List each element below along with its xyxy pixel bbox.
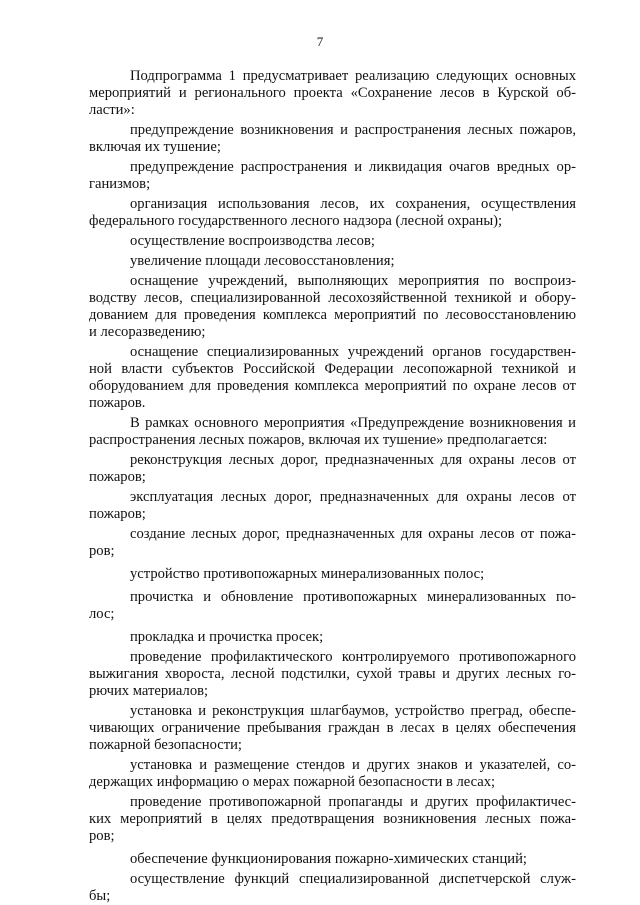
text-line: осуществление воспроизводства лесов; [130,233,375,249]
text-line: проведение профилактического контролируемого противопожарного [130,649,576,665]
text-line: и лесоразведению; [89,324,206,340]
text-line: чивающих ограничение пребывания граждан в лесах в целях обеспечения [89,720,576,736]
text-line: оснащение учреждений, выполняющих мероприятия по воспроиз- [130,273,576,289]
text-line: предупреждение возникновения и распространения лесных пожаров, [130,122,576,138]
text-line: установка и размещение стендов и других знаков и указателей, со- [130,757,576,773]
text-line: реконструкция лесных дорог, предназначенных для охраны лесов от [130,452,576,468]
paragraph [89,589,576,623]
text-line: В рамках основного мероприятия «Предупреждение возникновения и [130,415,576,431]
paragraph [89,794,576,845]
text-line: прокладка и прочистка просек; [130,629,324,645]
paragraph [89,452,576,486]
text-line: дованием для проведения комплекса мероприятий по лесовосстановлению [89,307,576,323]
text-line: пожаров. [89,395,146,411]
text-line: устройство противопожарных минерализованных полос; [130,566,485,582]
paragraph [89,629,576,646]
text-line: ганизмов; [89,176,151,192]
text-line: осуществление функций специализированной диспетчерской служ- [130,871,576,887]
text-line: предупреждение распространения и ликвидация очагов вредных ор- [130,159,576,175]
text-line: увеличение площади лесовосстановления; [130,253,395,269]
text-line: ласти»: [89,102,135,118]
text-line: выжигания хвороста, лесной подстилки, сухой травы и других лесных го- [89,666,576,682]
text-line: ких мероприятий в целях предотвращения возникновения лесных пожа- [89,811,576,827]
paragraph [89,649,576,700]
text-line: рючих материалов; [89,683,209,699]
paragraph [89,415,576,449]
text-line: создание лесных дорог, предназначенных для охраны лесов от пожа- [130,526,576,542]
paragraph [89,871,576,905]
text-line: мероприятий и регионального проекта «Сохранение лесов в Курской об- [89,85,576,101]
document-body [89,68,576,905]
text-line: пожаров; [89,506,146,522]
text-line: организация использования лесов, их сохранения, осуществления [130,196,576,212]
text-line: держащих информацию о мерах пожарной безопасности в лесах; [89,774,496,790]
paragraph [89,196,576,230]
text-line: эксплуатация лесных дорог, предназначенных для охраны лесов от [130,489,576,505]
page-number: 7 [316,34,324,49]
text-line: водству лесов, специализированной лесохозяйственной техникой и обору- [89,290,576,306]
text-line: ров; [89,543,115,559]
paragraph [89,122,576,156]
text-line: распространения лесных пожаров, включая их тушение» предполагается: [89,432,548,448]
paragraph [89,489,576,523]
paragraph [89,159,576,193]
paragraph [89,757,576,791]
text-line: Подпрограмма 1 предусматривает реализацию следующих основных [130,68,576,84]
text-line: оборудованием для проведения комплекса мероприятий по охране лесов от [89,378,576,394]
text-line: включая их тушение; [89,139,221,155]
text-line: пожарной безопасности; [89,737,242,753]
text-line: проведение противопожарной пропаганды и других профилактичес- [130,794,576,810]
text-line: установка и реконструкция шлагбаумов, устройство преград, обеспе- [130,703,576,719]
paragraph [89,233,576,250]
paragraph [89,566,576,583]
text-line: оснащение специализированных учреждений органов государствен- [130,344,576,360]
paragraph [89,526,576,560]
text-line: бы; [89,888,111,904]
text-line: федерального государственного лесного надзора (лесной охраны); [89,213,503,229]
text-line: прочистка и обновление противопожарных минерализованных по- [130,589,576,605]
paragraph [89,253,576,270]
text-line: ной власти субъектов Российской Федерации лесопожарной техникой и [89,361,576,377]
paragraph [89,68,576,119]
paragraph [89,851,576,868]
paragraph [89,273,576,341]
paragraph [89,703,576,754]
text-line: лос; [89,606,115,622]
text-line: ров; [89,828,115,844]
paragraph [89,344,576,412]
text-line: обеспечение функционирования пожарно-химических станций; [130,851,527,867]
text-line: пожаров; [89,469,146,485]
